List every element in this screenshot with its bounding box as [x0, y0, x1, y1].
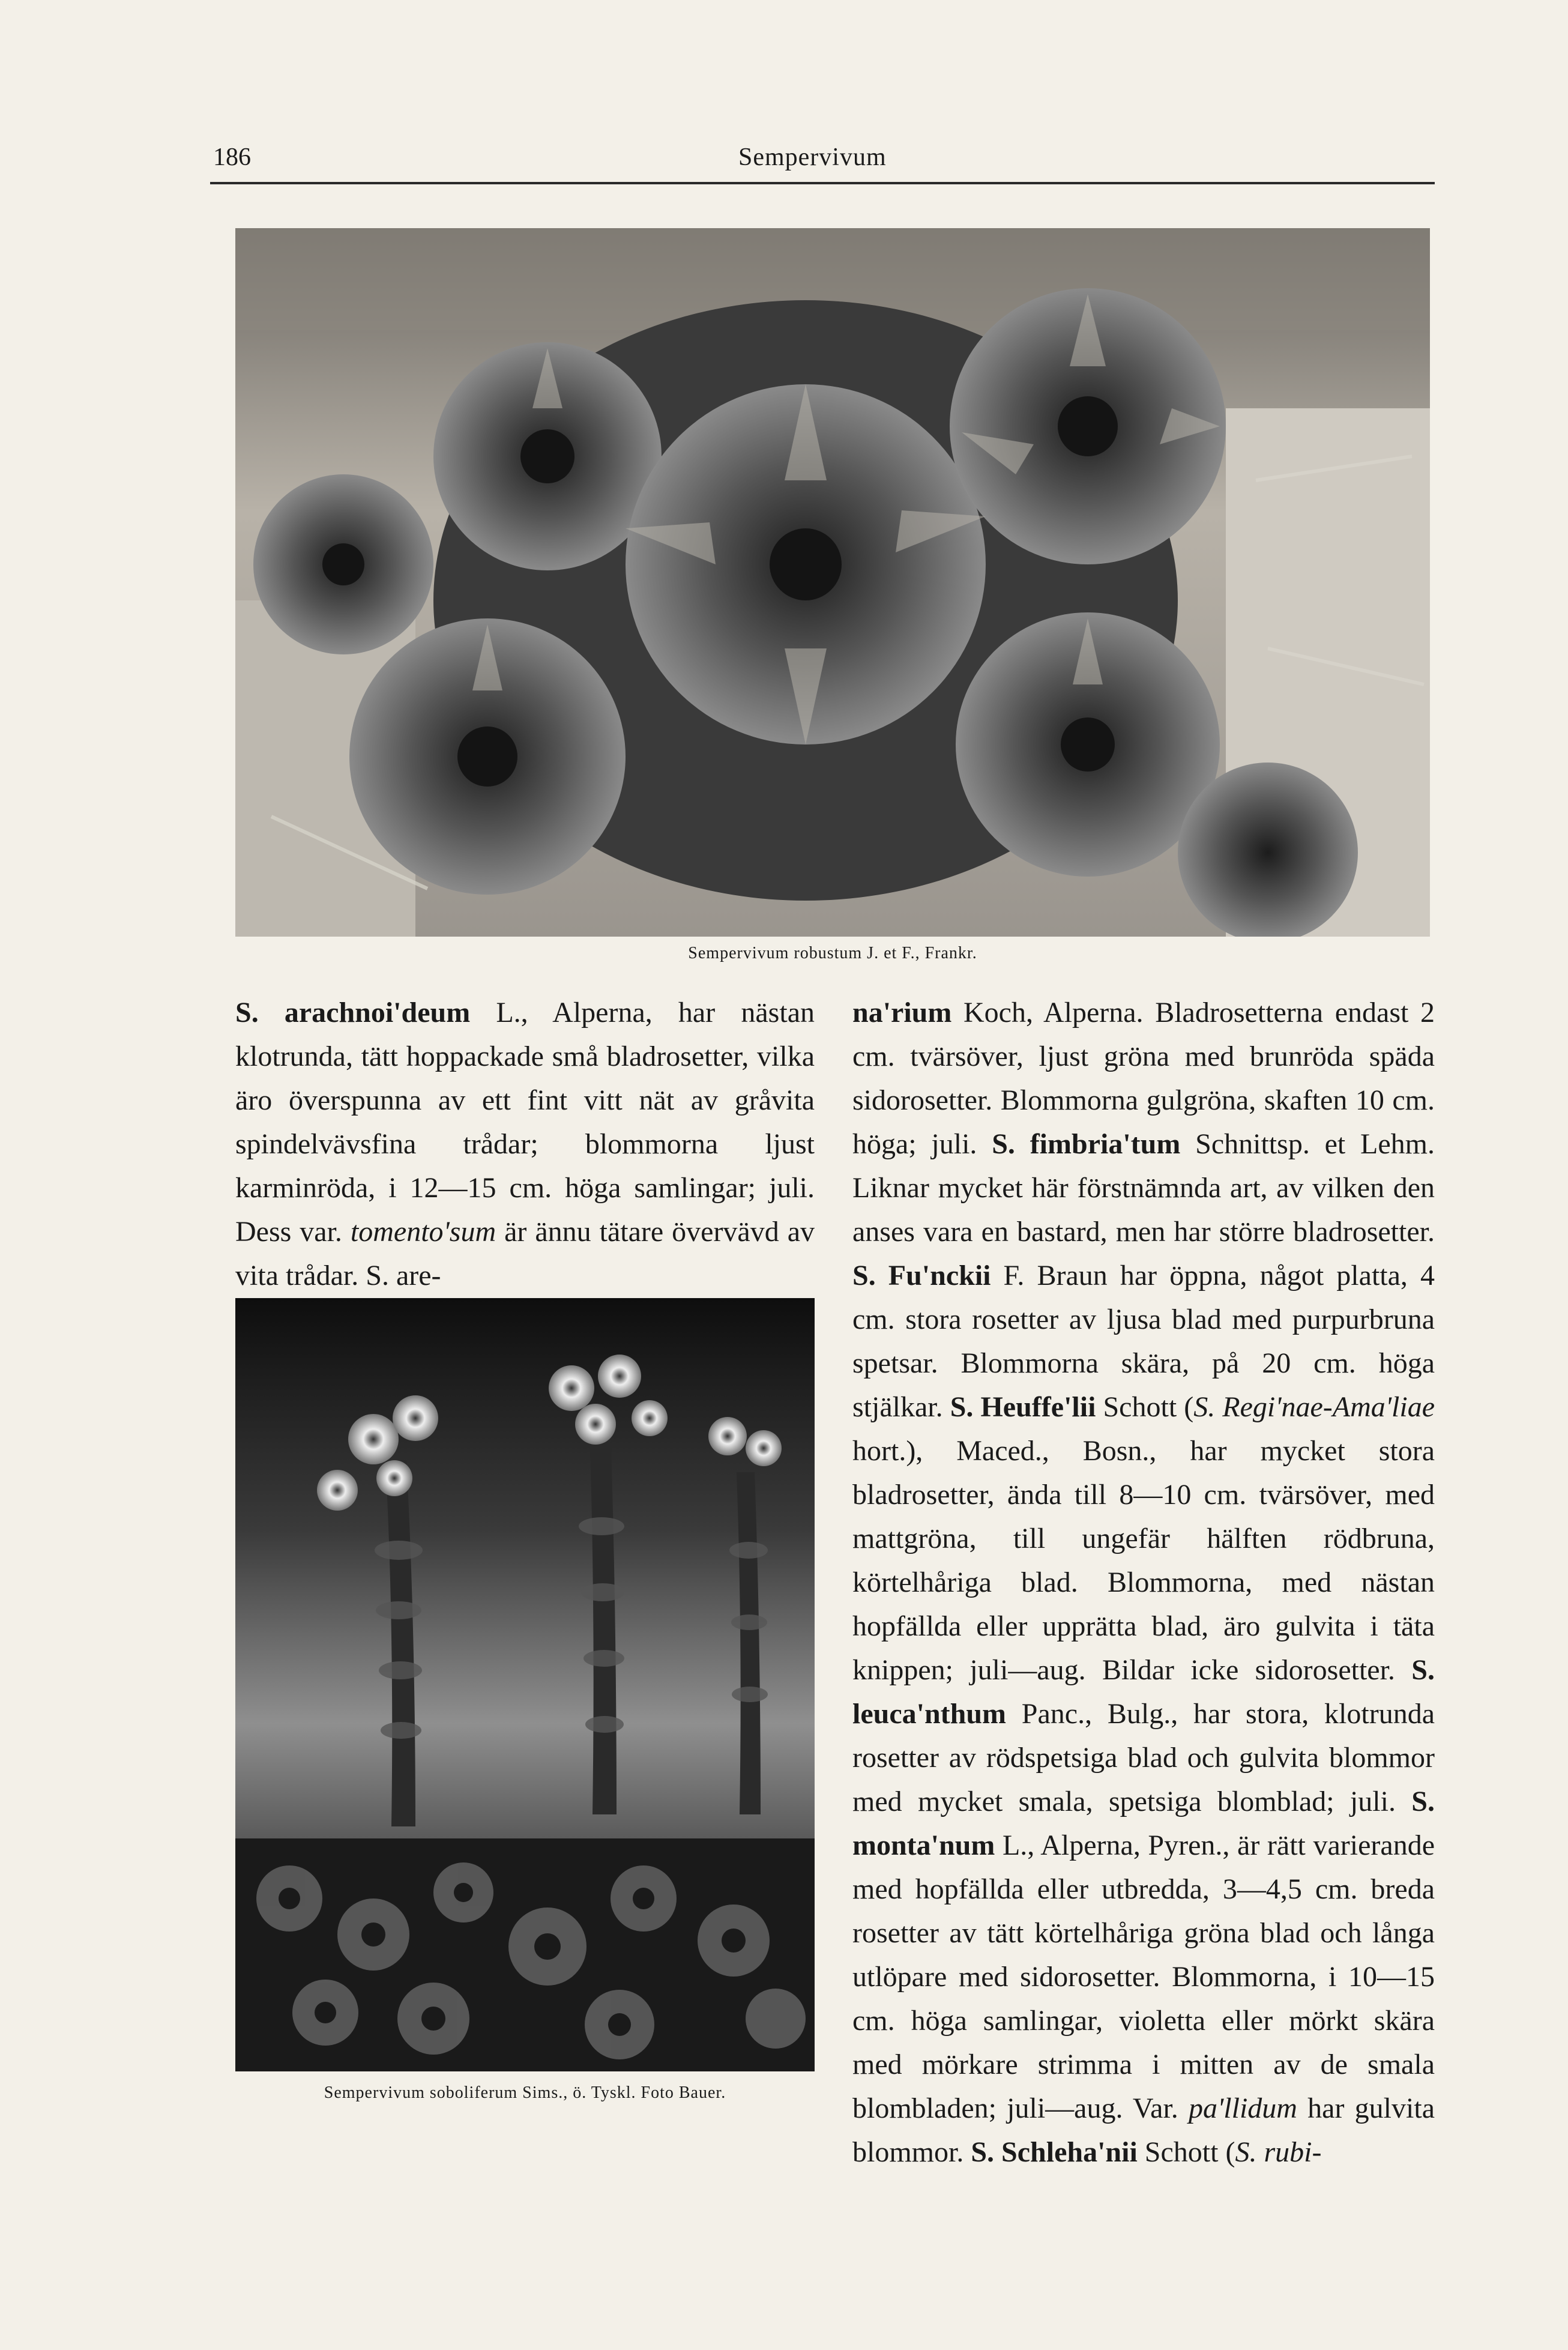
sempervivum-rosettes-photo-icon — [235, 228, 1430, 937]
right-column-text — [852, 991, 1435, 2174]
species-name: S. Fu'nckii — [852, 1260, 991, 1291]
species-name: S. Schleha'nii — [971, 2136, 1138, 2168]
left-paragraph: S. arachnoi'deum L., Alperna, har nästan klotrunda, tätt hoppackade små bladrosetter, vilka äro överspunna av ett fint vitt nät av gråvita spindelvävsfina trådar; blommorna ljust karminröda, i 12—15 cm. höga samlingar; juli. Dess var. tomento'sum är ännu tätare övervävd av vita trådar. S. are- — [235, 997, 815, 1291]
top-figure-caption: Sempervivum robustum J. et F., Frankr. — [688, 944, 977, 962]
running-title: Sempervivum — [738, 143, 887, 171]
variety-name: pa'llidum — [1189, 2092, 1297, 2124]
synonym-name: S. Regi'nae-Ama'liae — [1193, 1391, 1435, 1423]
sempervivum-rosettes-photo — [235, 228, 1430, 937]
sempervivum-flowering-stems-photo — [235, 1298, 815, 2071]
right-paragraph: na'rium Koch, Alperna. Bladrosetterna endast 2 cm. tvärsöver, ljust gröna med brunröda späda sidorosetter. Blommorna gulgröna, skaften 10 cm. höga; juli. S. fimbria'tum Schnittsp. et Lehm. Liknar mycket här förstnämnda art, av vilken den anses vara en bastard, men har större bladrosetter. S. Fu'nckii F. Braun har öppna, något platta, 4 cm. stora rosetter av ljusa blad med purpurbruna spetsar. Blommorna skära, på 20 cm. höga stjälkar. S. Heuffe'lii Schott (S. Regi'nae-Ama'liae hort.), Maced., Bosn., har mycket stora bladrosetter, ända till 8—10 cm. tvärsöver, med mattgröna, till ungefär hälften rödbruna, körtelhåriga blad. Blommorna, med nästan hopfällda eller upprätta blad, äro gulvita i täta knippen; juli—aug. Bildar icke sidorosetter. S. leuca'nthum Panc., Bulg., har stora, klotrunda rosetter av rödspetsiga blad och gulvita blommor med mycket smala, spetsiga blomblad; juli. S. monta'num L., Alperna, Pyren., är rätt varierande med hopfällda eller utbredda, 3—4,5 cm. breda rosetter av tätt körtelhåriga gröna blad och långa utlöpare med sidorosetter. Blommorna, i 10—15 cm. höga samlingar, violetta eller mörkt skära med mörkare strimma i mitten av de smala blombladen; juli—aug. Var. pa'llidum har gulvita blommor. S. Schleha'nii Schott (S. rubi- — [852, 997, 1435, 2168]
page-number: 186 — [213, 143, 251, 171]
species-name: S. arachnoi'deum — [235, 997, 471, 1029]
bottom-figure-caption: Sempervivum soboliferum Sims., ö. Tyskl. Foto Bauer. — [324, 2083, 726, 2102]
left-column-text — [235, 991, 815, 1297]
species-name: S. Heuffe'lii — [950, 1391, 1096, 1423]
species-name: S. leuca'nthum — [852, 1654, 1435, 1730]
synonym-name: S. rubi- — [1235, 2136, 1322, 2168]
header-rule — [210, 182, 1435, 184]
species-name: S. fimbria'tum — [992, 1128, 1181, 1160]
variety-name: tomento'sum — [350, 1216, 496, 1248]
species-name: S. monta'num — [852, 1786, 1435, 1861]
sempervivum-flowering-stems-photo-icon — [235, 1298, 815, 2071]
species-name: na'rium — [852, 997, 952, 1029]
